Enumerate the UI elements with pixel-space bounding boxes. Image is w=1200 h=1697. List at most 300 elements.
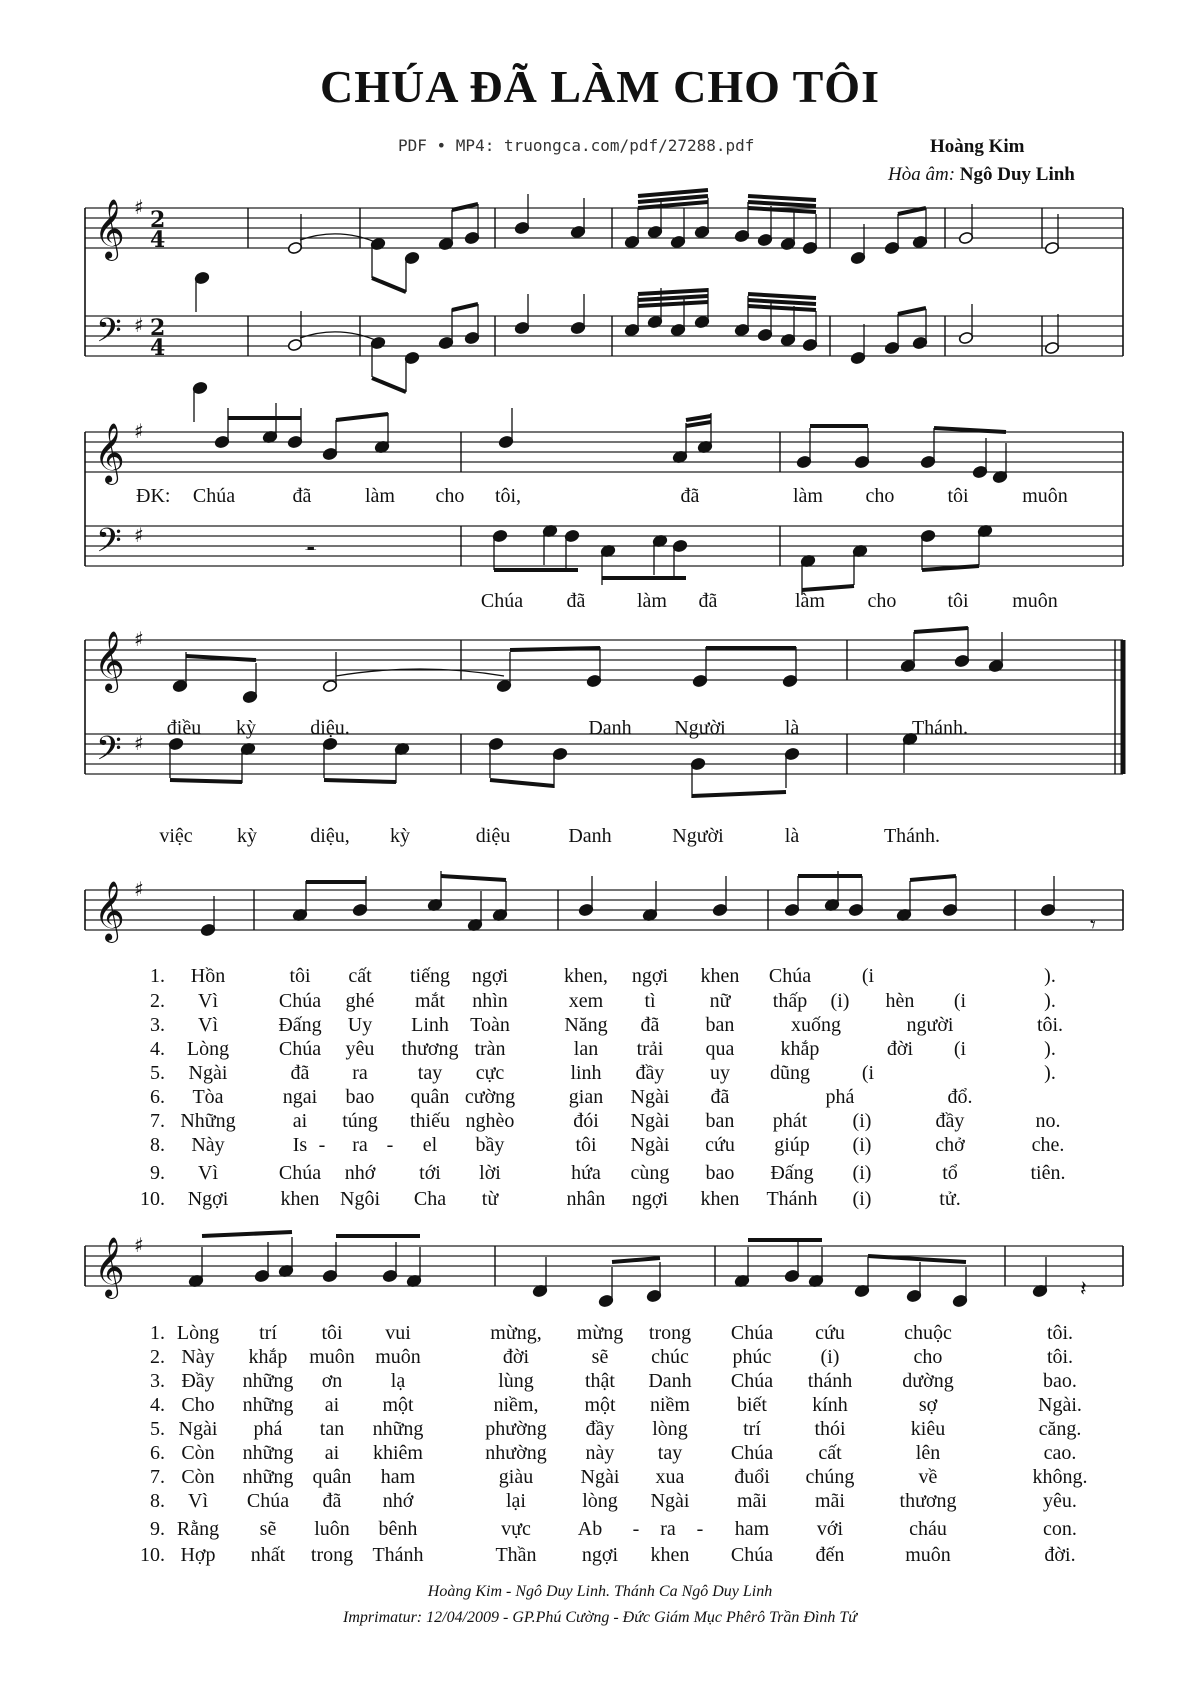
note-beam — [510, 648, 600, 650]
verse-lyric: cùng — [630, 1162, 670, 1184]
verse-lyric: khen — [700, 965, 740, 987]
verse-lyric: tới — [419, 1162, 441, 1184]
verse-b-row — [0, 1442, 1200, 1468]
verse-lyric: cao. — [1043, 1442, 1077, 1464]
verse-lyric: trải — [636, 1038, 664, 1060]
verse-lyric: Chúa — [730, 1370, 774, 1392]
chorus-lyric: tôi, — [494, 485, 522, 507]
verse-lyric: xuống — [791, 1014, 841, 1036]
verse-lyric: Ngợi — [187, 1188, 229, 1210]
verse-lyric: muôn — [309, 1346, 355, 1368]
verse-lyric: lan — [573, 1038, 599, 1060]
verse-lyric: khắp — [780, 1038, 820, 1060]
verse-lyric: đói — [573, 1110, 599, 1132]
verse-lyric: ham — [734, 1518, 770, 1540]
verse-lyric: cất — [818, 1442, 842, 1464]
verse-lyric: chở — [935, 1134, 965, 1156]
verse-lyric: muôn — [375, 1346, 421, 1368]
note-beam — [638, 296, 708, 300]
verse-lyric: tan — [319, 1418, 345, 1440]
key-signature-sharp-icon: ♯ — [134, 1233, 144, 1257]
bass-lyric: cho — [867, 590, 897, 612]
verse-number: 4. — [150, 1394, 165, 1416]
verse-lyric: khen, — [564, 965, 608, 987]
verse-lyric: tử. — [939, 1188, 961, 1210]
verse-lyric: căng. — [1038, 1418, 1082, 1440]
verse-lyric: luôn — [314, 1518, 350, 1540]
verse-lyric: Is — [292, 1134, 308, 1156]
verse-lyric: cực — [475, 1062, 505, 1084]
verse-lyric: mừng, — [490, 1322, 542, 1344]
verse-lyric: nhân — [566, 1188, 606, 1210]
verse-lyric: đã — [290, 1062, 310, 1084]
verse-lyric: tôi. — [1046, 1346, 1074, 1368]
verse-lyric: đầy — [585, 1418, 615, 1440]
slur — [300, 332, 380, 342]
key-signature-sharp-icon: ♯ — [134, 313, 144, 337]
verse-a-row — [0, 1162, 1200, 1188]
verse-a-row — [0, 965, 1200, 991]
harmony-label: Hòa âm: — [888, 164, 956, 185]
verse-b-row — [0, 1518, 1200, 1544]
note-beam — [638, 290, 708, 294]
bass-lyric: Danh — [568, 825, 612, 847]
verse-lyric: đã — [322, 1490, 342, 1512]
verse-lyric: (i) — [852, 1188, 872, 1210]
verse-lyric: sẽ — [259, 1518, 277, 1540]
verse-lyric: xem — [568, 990, 604, 1012]
slur — [300, 234, 380, 244]
verse-lyric: từ — [481, 1188, 499, 1210]
verse-lyric: ngợi — [581, 1544, 619, 1566]
treble-clef-icon: 𝄞 — [94, 1237, 125, 1297]
verse-number: 6. — [150, 1086, 165, 1108]
verse-number: 4. — [150, 1038, 165, 1060]
verse-lyric: ). — [1044, 1038, 1056, 1060]
chorus-lyric: điều — [166, 717, 202, 739]
verse-number: 8. — [150, 1134, 165, 1156]
verse-lyric: chúng — [805, 1466, 855, 1488]
key-signature-sharp-icon: ♯ — [134, 627, 144, 651]
verse-lyric: Ngài — [630, 1110, 670, 1132]
verse-lyric: Ngài — [650, 1490, 690, 1512]
bass-lyric: kỳ — [390, 825, 410, 847]
verse-lyric: Ngài — [630, 1086, 670, 1108]
verse-lyric: ngợi — [631, 1188, 669, 1210]
verse-lyric: tì — [644, 990, 656, 1012]
verse-lyric: mãi — [737, 1490, 767, 1512]
note-beam — [202, 1232, 292, 1236]
chorus-lyric: đã — [292, 485, 312, 507]
verse-lyric: Hồn — [190, 965, 226, 987]
verse-lyric: Chúa — [278, 990, 322, 1012]
chorus-label: ĐK: — [136, 485, 171, 507]
verse-lyric: thương — [401, 1038, 459, 1060]
verse-lyric: nhớ — [382, 1490, 414, 1512]
verse-lyric: đã — [710, 1086, 730, 1108]
verse-lyric: mãi — [815, 1490, 845, 1512]
key-signature-sharp-icon: ♯ — [134, 419, 144, 443]
verse-lyric: linh — [570, 1062, 602, 1084]
verse-lyric: Đấng — [770, 1162, 814, 1184]
verse-lyric: nhớ — [344, 1162, 376, 1184]
verse-lyric: khắp — [248, 1346, 288, 1368]
verse-lyric: bao — [345, 1086, 375, 1108]
verse-lyric: vui — [385, 1322, 411, 1344]
verse-lyric: lòng — [582, 1490, 618, 1512]
verse-lyric: (i) — [852, 1162, 872, 1184]
verse-lyric: những — [242, 1370, 294, 1392]
verse-lyric: đời. — [1044, 1544, 1076, 1566]
verse-lyric: ghé — [345, 990, 375, 1012]
verse-lyric: Năng — [564, 1014, 608, 1036]
verse-lyric: ai — [324, 1394, 340, 1416]
note-beam — [686, 416, 711, 420]
note-beam — [692, 792, 786, 796]
verse-lyric: Chúa — [730, 1322, 774, 1344]
verse-lyric: ra — [660, 1518, 676, 1540]
verse-lyric: đổ. — [947, 1086, 973, 1108]
verse-lyric: - — [696, 1518, 704, 1540]
verse-lyric: Linh — [411, 1014, 449, 1036]
verse-lyric: thánh — [807, 1370, 853, 1392]
verse-lyric: bênh — [378, 1518, 418, 1540]
verse-lyric: khen — [280, 1188, 320, 1210]
note-beam — [914, 628, 968, 632]
chorus-lyric: diệu. — [310, 717, 350, 739]
note-beam — [748, 294, 816, 298]
verse-lyric: mắt — [415, 990, 445, 1012]
verse-lyric: về — [918, 1466, 938, 1488]
verse-number: 10. — [140, 1544, 165, 1566]
verse-lyric: này — [585, 1442, 615, 1464]
note-beam — [452, 204, 478, 210]
verse-lyric: đã — [640, 1014, 660, 1036]
verse-lyric: cường — [464, 1086, 516, 1108]
verse-lyric: một — [382, 1394, 414, 1416]
verse-number: 7. — [150, 1110, 165, 1132]
verse-lyric: Uy — [347, 1014, 373, 1036]
note-beam — [452, 304, 478, 310]
verse-lyric: Vì — [198, 990, 218, 1012]
verse-lyric: Ngài — [580, 1466, 620, 1488]
verse-lyric: Lòng — [176, 1322, 220, 1344]
harmony-name: Ngô Duy Linh — [959, 164, 1075, 185]
verse-lyric: Cha — [413, 1188, 447, 1210]
bass-lyric: đã — [566, 590, 586, 612]
time-signature-bottom: 4 — [150, 227, 166, 253]
chorus-lyric: Chúa — [192, 485, 236, 507]
verse-lyric: tôi. — [1046, 1322, 1074, 1344]
bass-lyric: diệu — [475, 825, 511, 847]
verse-lyric: (i — [861, 1062, 875, 1084]
verse-lyric: sẽ — [591, 1346, 609, 1368]
verse-lyric: chúc — [651, 1346, 689, 1368]
verse-lyric: - — [318, 1134, 326, 1156]
verse-lyric: tay — [657, 1442, 683, 1464]
verse-lyric: Này — [181, 1346, 215, 1368]
verse-number: 10. — [140, 1188, 165, 1210]
bass-lyric: kỳ — [237, 825, 257, 847]
verse-lyric: Cho — [181, 1394, 215, 1416]
verse-lyric: Những — [180, 1110, 236, 1132]
verse-lyric: Vì — [198, 1162, 218, 1184]
verse-lyric: - — [386, 1134, 394, 1156]
bass-lyric: việc — [159, 825, 193, 847]
verse-lyric: người — [906, 1014, 954, 1036]
verse-lyric: tôi — [289, 965, 311, 987]
verse-lyric: qua — [705, 1038, 735, 1060]
key-signature-sharp-icon: ♯ — [134, 877, 144, 901]
verse-a-row — [0, 1062, 1200, 1088]
chorus-lyric: cho — [865, 485, 895, 507]
chorus-lyric: kỳ — [236, 717, 256, 739]
bass-lyric: Chúa — [480, 590, 524, 612]
verse-number: 9. — [150, 1162, 165, 1184]
verse-lyric: no. — [1035, 1110, 1061, 1132]
half-rest-icon: 𝄼 — [305, 534, 317, 569]
verse-lyric: giúp — [774, 1134, 810, 1156]
verse-lyric: niềm, — [493, 1394, 539, 1416]
verse-lyric: Ngài — [630, 1134, 670, 1156]
verse-lyric: tổ — [942, 1162, 958, 1184]
verse-b-row — [0, 1418, 1200, 1444]
verse-lyric: yêu — [345, 1038, 375, 1060]
bass-lyric: diệu, — [310, 825, 350, 847]
chorus-lyric: làm — [365, 485, 395, 507]
verse-lyric: el — [422, 1134, 438, 1156]
verse-lyric: ham — [380, 1466, 416, 1488]
verse-lyric: uy — [710, 1062, 730, 1084]
verse-lyric: thật — [585, 1370, 615, 1392]
verse-b-row — [0, 1490, 1200, 1516]
verse-number: 1. — [150, 965, 165, 987]
verse-number: 3. — [150, 1370, 165, 1392]
source-link[interactable]: PDF • MP4: truongca.com/pdf/27288.pdf — [398, 136, 755, 155]
verse-lyric: quân — [312, 1466, 352, 1488]
verse-lyric: bầy — [475, 1134, 505, 1156]
verse-number: 2. — [150, 1346, 165, 1368]
verse-lyric: đời — [886, 1038, 914, 1060]
verse-lyric: Chúa — [768, 965, 812, 987]
verse-lyric: kính — [812, 1394, 848, 1416]
verse-lyric: tôi — [575, 1134, 597, 1156]
verse-lyric: ơn — [321, 1370, 343, 1392]
verse-b-row — [0, 1466, 1200, 1492]
verse-lyric: trong — [648, 1322, 692, 1344]
verse-lyric: Hợp — [180, 1544, 216, 1566]
verse-lyric: vực — [501, 1518, 531, 1540]
verse-lyric: (i — [861, 965, 875, 987]
verse-lyric: Chúa — [730, 1442, 774, 1464]
verse-lyric: nghèo — [465, 1110, 515, 1132]
verse-lyric: nhất — [250, 1544, 286, 1566]
verse-lyric: với — [816, 1518, 844, 1540]
verse-lyric: ai — [292, 1110, 308, 1132]
verse-lyric: Đấng — [278, 1014, 322, 1036]
eighth-rest-icon: 𝄾 — [1090, 913, 1096, 938]
note-beam — [748, 300, 816, 304]
note-beam — [868, 1256, 966, 1262]
bass-lyric: muôn — [1012, 590, 1058, 612]
verse-lyric: phá — [253, 1418, 283, 1440]
verse-lyric: tiên. — [1030, 1162, 1066, 1184]
verse-lyric: Ngôi — [340, 1188, 380, 1210]
treble-clef-icon: 𝄞 — [94, 631, 125, 691]
verse-lyric: Toàn — [470, 1014, 510, 1036]
verse-lyric: (i) — [852, 1110, 872, 1132]
verse-lyric: thấp — [772, 990, 808, 1012]
verse-lyric: nữ — [709, 990, 731, 1012]
verse-lyric: thói — [814, 1418, 846, 1440]
verse-b-row — [0, 1544, 1200, 1570]
chorus-lyric: Danh — [588, 717, 632, 739]
verse-lyric: xua — [655, 1466, 685, 1488]
key-signature-sharp-icon: ♯ — [134, 523, 144, 547]
verse-number: 7. — [150, 1466, 165, 1488]
chorus-lyric: cho — [435, 485, 465, 507]
bass-clef-icon: 𝄢 — [96, 312, 122, 358]
bass-lyric: làm — [795, 590, 825, 612]
verse-lyric: dũng — [770, 1062, 810, 1084]
verse-lyric: ban — [705, 1014, 735, 1036]
verse-lyric: ra — [352, 1062, 368, 1084]
verse-lyric: mừng — [576, 1322, 624, 1344]
note-beam — [612, 1258, 660, 1262]
quarter-rest-icon: 𝄽 — [1080, 1277, 1087, 1302]
verse-lyric: hèn — [885, 990, 915, 1012]
note-beam — [638, 302, 708, 306]
verse-lyric: túng — [342, 1110, 378, 1132]
verse-lyric: ban — [705, 1110, 735, 1132]
verse-lyric: Còn — [181, 1442, 215, 1464]
verse-lyric: bao — [705, 1162, 735, 1184]
verse-number: 9. — [150, 1518, 165, 1540]
verse-lyric: Ngài — [188, 1062, 228, 1084]
chorus-lyric: đã — [680, 485, 700, 507]
verse-lyric: tràn — [474, 1038, 506, 1060]
verse-lyric: (i) — [830, 990, 850, 1012]
verse-lyric: Ngài — [178, 1418, 218, 1440]
verse-lyric: Chúa — [246, 1490, 290, 1512]
verse-lyric: nhường — [485, 1442, 547, 1464]
verse-lyric: phúc — [732, 1346, 772, 1368]
verse-lyric: cứu — [815, 1322, 845, 1344]
verse-lyric: (i — [953, 990, 967, 1012]
chorus-lyric: muôn — [1022, 485, 1068, 507]
verse-lyric: ). — [1044, 990, 1056, 1012]
bass-lyric: Thánh. — [883, 825, 941, 847]
bass-lyric: đã — [698, 590, 718, 612]
treble-clef-icon: 𝄞 — [94, 423, 125, 483]
verse-lyric: thương — [899, 1490, 957, 1512]
verse-lyric: những — [242, 1466, 294, 1488]
verse-lyric: những — [372, 1418, 424, 1440]
verse-lyric: Vì — [188, 1490, 208, 1512]
verse-b-row — [0, 1370, 1200, 1396]
verse-lyric: lời — [479, 1162, 501, 1184]
verse-a-row — [0, 1014, 1200, 1040]
chorus-lyric: Thánh. — [911, 717, 969, 739]
verse-lyric: đầy — [635, 1062, 665, 1084]
footer-credit: Hoàng Kim - Ngô Duy Linh. Thánh Ca Ngô Duy Linh — [427, 1583, 773, 1600]
note-beam — [372, 378, 406, 392]
note-beam — [748, 306, 816, 310]
note-beam — [170, 780, 242, 782]
verse-lyric: Thánh — [766, 1188, 818, 1210]
verse-lyric: con. — [1043, 1518, 1077, 1540]
note-beam — [441, 876, 506, 880]
time-signature-top: 2 — [150, 207, 166, 233]
note-beam — [748, 196, 816, 200]
key-signature-sharp-icon: ♯ — [134, 731, 144, 755]
verse-lyric: Ngài. — [1038, 1394, 1082, 1416]
verse-lyric: khen — [700, 1188, 740, 1210]
verse-lyric: lại — [506, 1490, 526, 1512]
verse-lyric: ngợi — [471, 965, 509, 987]
verse-a-row — [0, 1188, 1200, 1214]
bass-lyric: tôi — [947, 590, 969, 612]
chorus-lyric: Người — [674, 717, 726, 739]
verse-number: 1. — [150, 1322, 165, 1344]
verse-number: 2. — [150, 990, 165, 1012]
verse-number: 6. — [150, 1442, 165, 1464]
verse-lyric: biết — [737, 1394, 767, 1416]
verse-lyric: (i) — [820, 1346, 840, 1368]
verse-number: 3. — [150, 1014, 165, 1036]
verse-lyric: (i — [953, 1038, 967, 1060]
verse-b-row — [0, 1322, 1200, 1348]
verse-b-row — [0, 1394, 1200, 1420]
verse-lyric: Thần — [495, 1544, 537, 1566]
composer-name: Hoàng Kim — [930, 136, 1025, 157]
verse-lyric: dường — [902, 1370, 954, 1392]
verse-lyric: chuộc — [904, 1322, 952, 1344]
verse-lyric: Đầy — [181, 1370, 215, 1392]
treble-clef-icon: 𝄞 — [94, 881, 125, 941]
verse-lyric: cháu — [909, 1518, 947, 1540]
bass-lyric: là — [784, 825, 800, 847]
verse-lyric: không. — [1032, 1466, 1088, 1488]
verse-lyric: Ab — [577, 1518, 603, 1540]
verse-lyric: ngợi — [631, 965, 669, 987]
time-signature-bottom: 4 — [150, 335, 166, 361]
verse-a-row — [0, 990, 1200, 1016]
bass-lyric: làm — [637, 590, 667, 612]
verse-lyric: tay — [417, 1062, 443, 1084]
verse-lyric: Chúa — [730, 1544, 774, 1566]
note-beam — [372, 278, 406, 292]
verse-lyric: trí — [743, 1418, 761, 1440]
verse-lyric: Danh — [648, 1370, 692, 1392]
verse-lyric: trí — [259, 1322, 277, 1344]
verse-lyric: ). — [1044, 1062, 1056, 1084]
verse-lyric: yêu. — [1043, 1490, 1077, 1512]
time-signature-top: 2 — [150, 315, 166, 341]
verse-lyric: hứa — [571, 1162, 601, 1184]
chorus-lyric: tôi — [947, 485, 969, 507]
verse-lyric: ). — [1044, 965, 1056, 987]
verse-lyric: phát — [772, 1110, 808, 1132]
verse-lyric: lên — [915, 1442, 941, 1464]
note-beam — [686, 422, 711, 426]
verse-number: 8. — [150, 1490, 165, 1512]
verse-lyric: thiếu — [410, 1110, 450, 1132]
footer-imprimatur: Imprimatur: 12/04/2009 - GP.Phú Cường - Đức Giám Mục Phêrô Trần Đình Tứ — [343, 1609, 857, 1626]
verse-lyric: ngai — [282, 1086, 318, 1108]
note-beam — [898, 308, 926, 314]
verse-lyric: cất — [348, 965, 372, 987]
